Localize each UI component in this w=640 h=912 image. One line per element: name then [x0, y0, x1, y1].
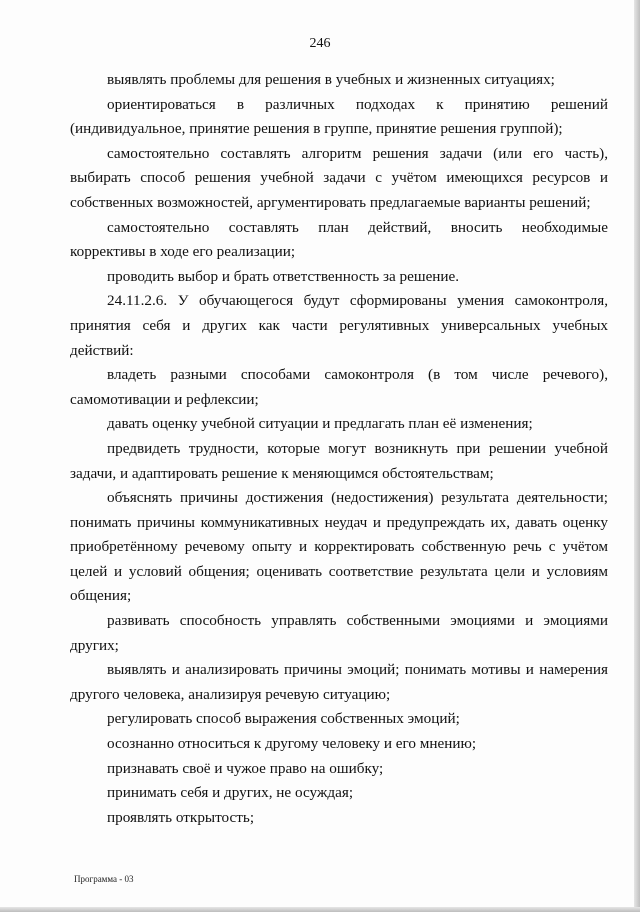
document-body [70, 68, 608, 830]
paragraph: регулировать способ выражения собственных эмоций; [107, 710, 460, 728]
paragraph: владеть разными способами самоконтроля (в том числе речевого), самомотивации и рефлексии; [70, 366, 608, 408]
paragraph: осознанно относиться к другому человеку и его мнению; [107, 735, 477, 753]
paragraph: принимать себя и других, не осуждая; [107, 784, 354, 802]
paragraph: самостоятельно составлять план действий, вносить необходимые коррективы в ходе его реализации; [70, 218, 608, 261]
paragraph: признавать своё и чужое право на ошибку; [107, 759, 384, 777]
paragraph: давать оценку учебной ситуации и предлагать план её изменения; [107, 415, 533, 433]
paragraph: выявлять проблемы для решения в учебных и жизненных ситуациях; [107, 71, 555, 88]
page-footer: Программа - 03 [74, 874, 134, 884]
scan-edge-right [634, 0, 640, 912]
page-number: 246 [309, 36, 331, 51]
paragraph: ориентироваться в различных подходах к принятию решений (индивидуальное, принятие решения в группе, принятие решения группой); [70, 95, 608, 138]
paragraph: объяснять причины достижения (недостижения) результата деятельности; понимать причины коммуникативных неудач и предупреждать их, давать оценку приобретённому речевому опыту и корректировать собственную речь с учётом целей и условий общения; оценивать соответствие результата цели и условиям общения; [70, 489, 608, 605]
paragraph: развивать способность управлять собственными эмоциями и эмоциями других; [70, 612, 608, 654]
scan-edge-bottom [0, 907, 640, 912]
paragraph: предвидеть трудности, которые могут возникнуть при решении учебной задачи, и адаптировать решение к меняющимся обстоятельствам; [70, 439, 608, 482]
section-paragraph: 24.11.2.6. У обучающегося будут сформированы умения самоконтроля, принятия себя и других как части регулятивных универсальных учебных действий: [70, 292, 608, 359]
paragraph: проводить выбор и брать ответственность за решение. [107, 267, 460, 285]
paragraph: проявлять открытость; [107, 808, 255, 826]
paragraph: выявлять и анализировать причины эмоций; понимать мотивы и намерения другого человека, анализируя речевую ситуацию; [70, 661, 608, 703]
paragraph: самостоятельно составлять алгоритм решения задачи (или его часть), выбирать способ решения учебной задачи с учётом имеющихся ресурсов и собственных возможностей, аргументировать предлагаемые варианты решений; [70, 144, 608, 211]
